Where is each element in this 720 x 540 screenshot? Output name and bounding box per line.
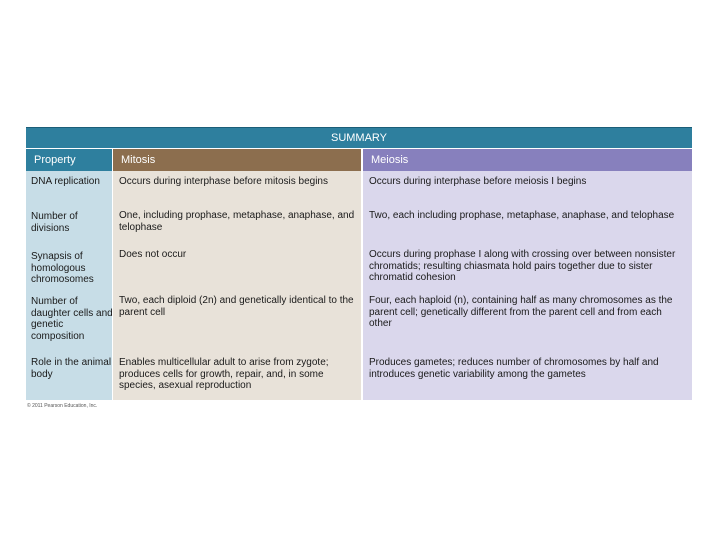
row-3-meiosis: Occurs during prophase I along with crossing over between nonsister chromatids; resulting chiasmata hold pairs together due to sister chromatid cohesion [369,249,676,284]
row-3-property: Synapsis of homologous chromosomes [31,251,94,286]
header-property: Property [26,149,112,171]
row-1-mitosis: Occurs during interphase before mitosis begins [119,176,328,187]
header-mitosis: Mitosis [113,149,361,171]
row-5-mitosis: Enables multicellular adult to arise from zygote; produces cells for growth, repair, and, in some species, asexual reproduction [119,357,329,392]
row-1-meiosis: Occurs during interphase before meiosis I begins [369,176,587,187]
row-2-property: Number of divisions [31,211,78,234]
row-5-property: Role in the animal body [31,357,112,380]
row-2-meiosis: Two, each including prophase, metaphase, anaphase, and telophase [369,210,675,221]
row-4-property: Number of daughter cells and genetic composition [31,296,113,342]
row-2-mitosis: One, including prophase, metaphase, anaphase, and telophase [119,210,355,233]
row-5-meiosis: Produces gametes; reduces number of chromosomes by half and introduces genetic variability among the gametes [369,357,659,380]
header-meiosis: Meiosis [363,149,692,171]
row-4-mitosis: Two, each diploid (2n) and genetically identical to the parent cell [119,295,354,318]
copyright-notice: © 2011 Pearson Education, Inc. [27,403,98,409]
row-3-mitosis: Does not occur [119,249,187,260]
row-1-property: DNA replication [31,176,100,187]
summary-title: SUMMARY [26,127,692,148]
row-4-meiosis: Four, each haploid (n), containing half as many chromosomes as the parent cell; genetically different from the parent cell and from each other [369,295,673,330]
